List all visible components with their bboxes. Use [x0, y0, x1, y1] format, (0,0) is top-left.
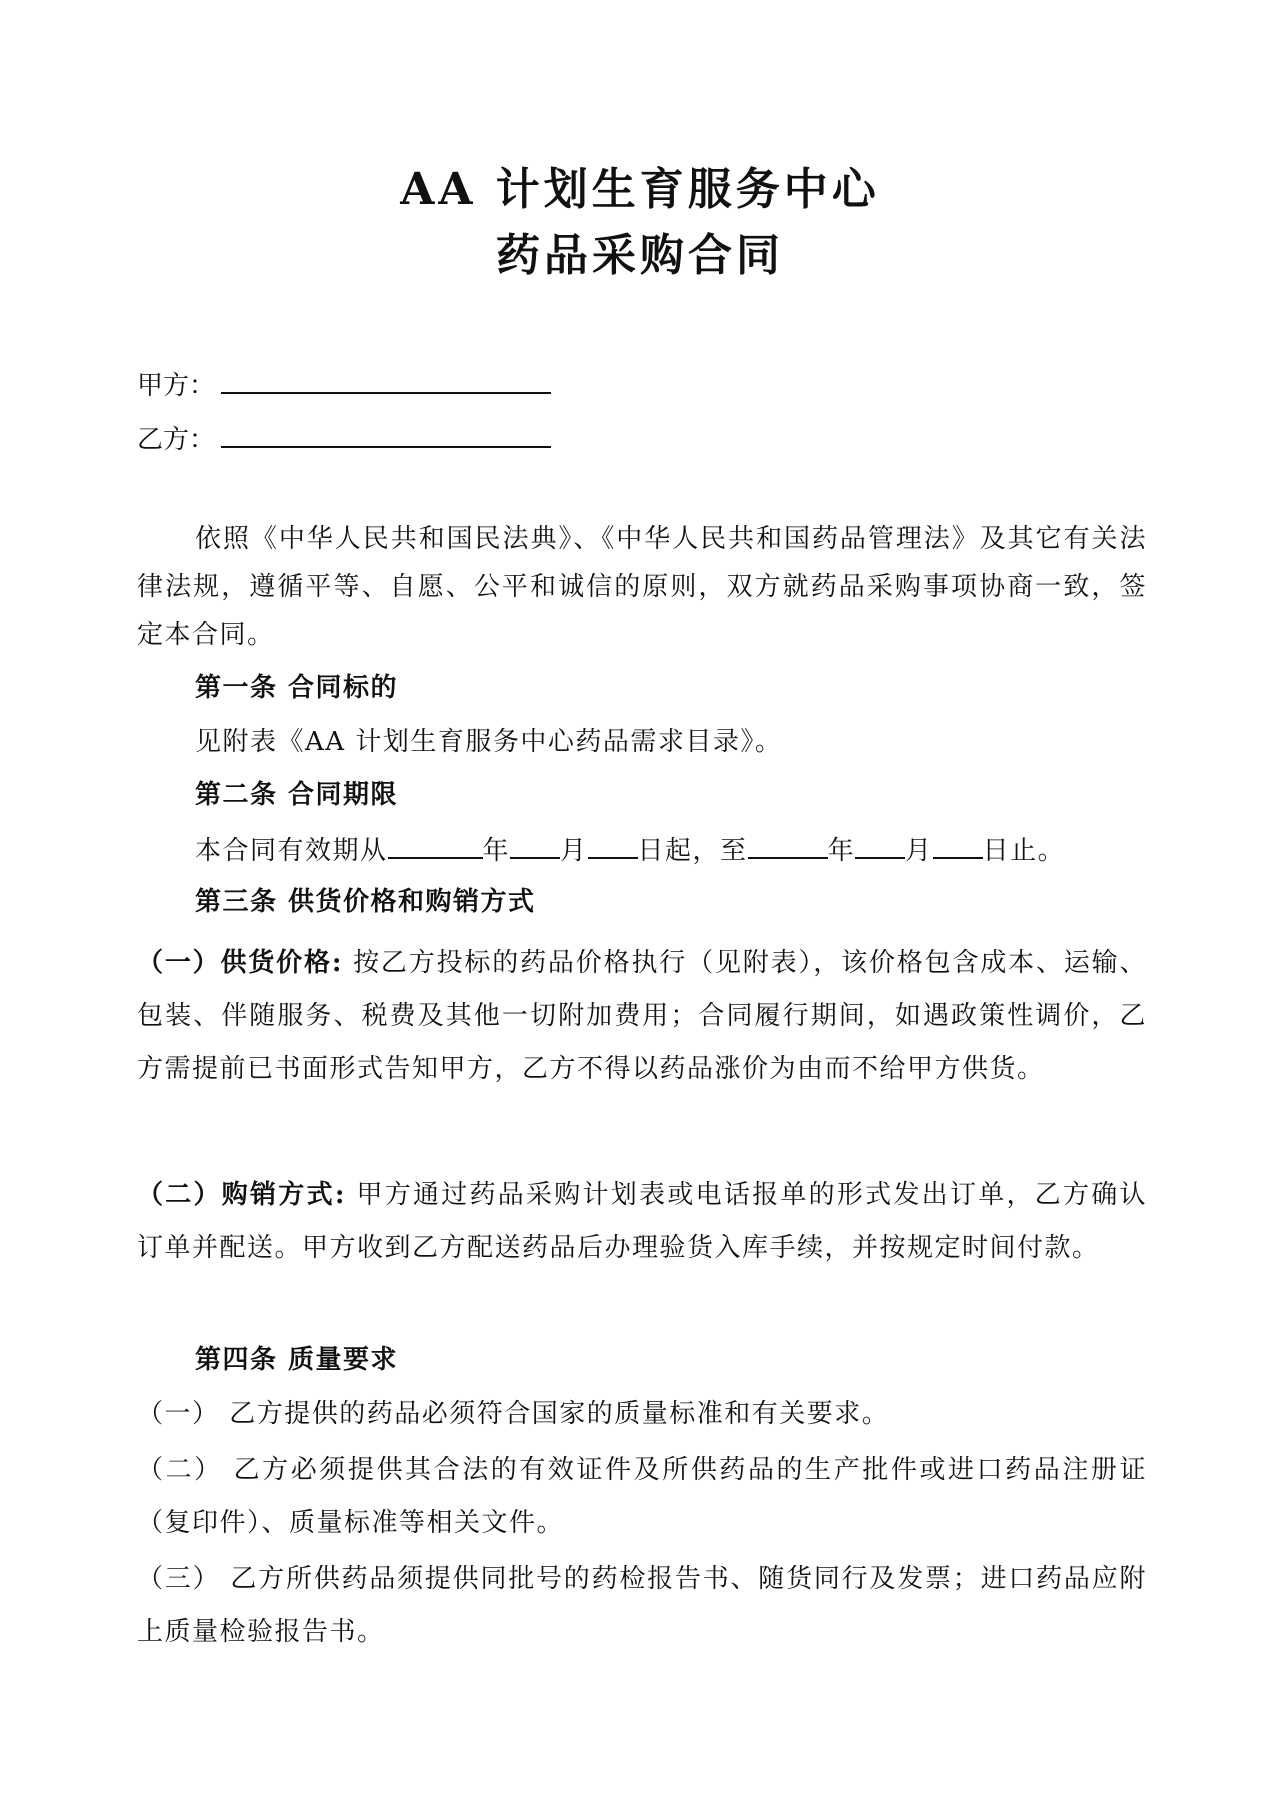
- document-title-line-2: 药品采购合同: [496, 230, 784, 281]
- end-day-blank: [933, 829, 983, 859]
- party-b-row: [137, 420, 551, 460]
- start-year-label: 年: [482, 836, 511, 866]
- start-month-label: 月: [560, 836, 588, 866]
- end-month-blank: [855, 829, 905, 859]
- party-a-label: 甲方：: [137, 371, 216, 401]
- party-b-label: 乙方：: [137, 425, 216, 455]
- start-month-blank: [510, 829, 560, 859]
- party-a-row: [137, 366, 551, 406]
- purchase-method-label: （二）购销方式:: [137, 1180, 346, 1210]
- end-day-label: 日止。: [982, 836, 1066, 866]
- article-3-item-1: [137, 937, 1147, 1096]
- article-4-heading: 第四条 质量要求: [195, 1345, 399, 1375]
- article-4-item-3: （三） 乙方所供药品须提供同批号的药检报告书、随货同行及发票；进口药品应附上质量检验报告书。: [137, 1564, 1147, 1647]
- article-2-heading: 第二条 合同期限: [195, 780, 399, 810]
- supply-price-text: 按乙方投标的药品价格执行（见附表），该价格包含成本、运输、包装、伴随服务、税费及其他一切附加费用；合同履行期间，如遇政策性调价，乙方需提前已书面形式告知甲方，乙方不得以药品涨价为由而不给甲方供货。: [137, 948, 1148, 1084]
- term-prefix: 本合同有效期从: [195, 836, 388, 866]
- purchase-method-text: 甲方通过药品采购计划表或电话报单的形式发出订单，乙方确认订单并配送。甲方收到乙方配送药品后办理验货入库手续，并按规定时间付款。: [137, 1180, 1148, 1263]
- intro-paragraph: 依照《中华人民共和国民法典》、《中华人民共和国药品管理法》及其它有关法律法规，遵循平等、自愿、公平和诚信的原则，双方就药品采购事项协商一致，签定本合同。: [137, 524, 1147, 650]
- article-1-heading: 第一条 合同标的: [195, 673, 399, 703]
- article-4-item-2: （二） 乙方必须提供其合法的有效证件及所供药品的生产批件或进口药品注册证（复印件）、质量标准等相关文件。: [137, 1455, 1147, 1538]
- supply-price-label: （一）供货价格:: [137, 948, 343, 978]
- article-2-term-line: [195, 829, 1065, 871]
- end-year-label: 年: [827, 836, 856, 866]
- party-a-blank: [221, 366, 551, 394]
- party-b-blank: [221, 420, 551, 448]
- start-day-label: 日起，至: [637, 836, 748, 866]
- article-4-item-1: （一） 乙方提供的药品必须符合国家的质量标准和有关要求。: [137, 1399, 890, 1429]
- article-1-text: 见附表《AA 计划生育服务中心药品需求目录》。: [195, 727, 783, 757]
- article-3-item-2: [137, 1169, 1147, 1275]
- start-day-blank: [588, 829, 638, 859]
- start-year-blank: [388, 829, 483, 859]
- article-3-heading: 第三条 供货价格和购销方式: [195, 887, 536, 917]
- document-title-line-1: AA 计划生育服务中心: [400, 164, 880, 215]
- end-year-blank: [748, 829, 828, 859]
- end-month-label: 月: [905, 836, 933, 866]
